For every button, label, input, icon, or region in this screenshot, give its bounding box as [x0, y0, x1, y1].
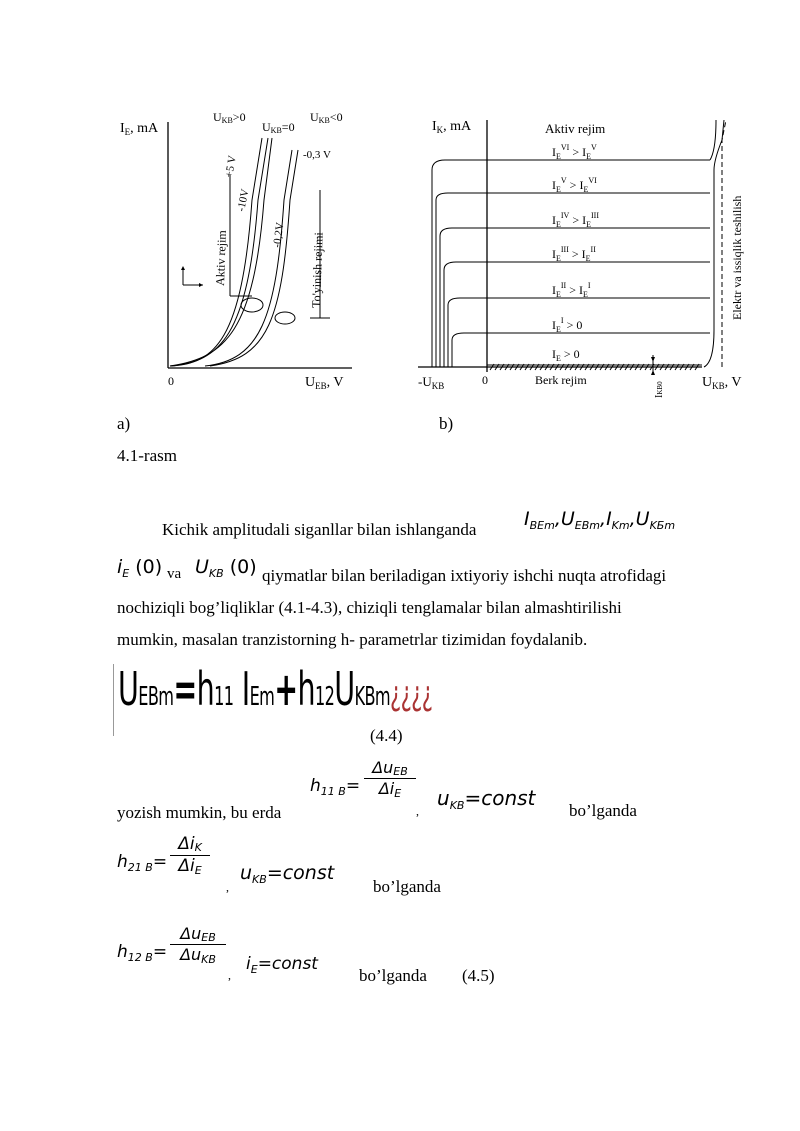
svg-text:IK, mA: $I_K$, mA	[432, 119, 472, 135]
svg-text:UKB>0: UKB>0	[213, 110, 246, 125]
svg-text:IKB0: IKB0	[654, 381, 665, 398]
svg-text:UKB, V: $U_{KB}$, V	[702, 375, 742, 391]
label-a: a)	[117, 414, 131, 433]
h21-condition: $u_{KB}=const$	[240, 862, 335, 886]
eq-border	[113, 664, 117, 736]
curve-label-5: $I_E^I > 0$	[552, 316, 583, 334]
curve-label-3: $I_E^{III} > I_E^{II}$	[552, 245, 596, 263]
h11-suffix: bo’lganda	[569, 801, 637, 820]
h11-symbol: $h_{11 B}=$	[310, 776, 361, 798]
h21-comma: ,	[226, 880, 229, 894]
h12-condition: $i_E=const$	[246, 954, 318, 976]
svg-text:UKB=0: UKB=0	[262, 120, 295, 135]
svg-text:0: 0	[168, 374, 174, 388]
para-line2: qiymatlar bilan beriladigan ixtiyoriy ishchi nuqta atrofidagi	[262, 566, 667, 585]
eq-4-5-number: (4.5)	[462, 966, 495, 985]
svg-text:Aktiv rejim: Aktiv rejim	[213, 229, 229, 287]
h11-fraction: ΔuEB ΔiE	[364, 758, 416, 798]
svg-text:Aktiv rejim: Aktiv rejim	[545, 121, 606, 136]
h11-prefix: yozish mumkin, bu erda	[117, 803, 282, 822]
svg-text:-0,3 V: -0,3 V	[303, 149, 331, 161]
curve-label-1: $I_E^V > I_E^{VI}$	[552, 176, 597, 194]
label-b: b)	[439, 414, 454, 433]
svg-text:-10V: -10V	[235, 188, 252, 213]
svg-text:UEB, V: $U_{EB}$, V	[305, 375, 344, 391]
h11-comma: ,	[416, 804, 419, 818]
svg-text:+5 V: +5 V	[223, 154, 239, 179]
param-list: $I_{BEm},U_{EBm},I_{Km},U_{KБm}$	[524, 508, 676, 532]
figure-caption: 4.1-rasm	[117, 446, 177, 465]
h21-symbol: $h_{21 B}=$	[117, 852, 168, 874]
curve-label-0: $I_E^{VI} > I_E^V$	[552, 143, 597, 161]
svg-text:0: 0	[482, 373, 488, 387]
svg-text:Berk rejim: Berk rejim	[535, 373, 587, 387]
va-text: va	[167, 566, 182, 582]
svg-text:To'yinish rejimi: To'yinish rejimi	[309, 232, 326, 309]
svg-text:Elektr va issiqlik teshilish: Elektr va issiqlik teshilish	[730, 195, 744, 320]
svg-text:-0,2V: -0,2V	[271, 221, 287, 249]
UKB0: $U_{KB}$ (0)	[195, 556, 257, 580]
curve-label-2: $I_E^{IV} > I_E^{III}$	[552, 211, 599, 229]
h12-fraction: ΔuEB ΔuKB	[170, 924, 226, 964]
h12-comma: ,	[228, 968, 231, 982]
figure-transistor-characteristics	[0, 0, 800, 410]
h11-condition: $u_{KB}=const$	[437, 786, 536, 812]
para-line4: mumkin, masalan tranzistorning h- parametrlar tizimidan foydalanib.	[117, 630, 588, 649]
curve-label-4: $I_E^{II} > I_E^I$	[552, 281, 591, 299]
svg-text:-UKB: $-U_{KB}$	[418, 374, 445, 391]
curve-label-6: $I_E > 0$	[552, 347, 580, 363]
iE0: $i_E$ (0)	[117, 556, 163, 580]
svg-text:IE, mA: $I_E$, mA	[120, 121, 159, 137]
para-line1: Kichik amplitudali siganllar bilan ishlanganda	[162, 520, 477, 539]
h21-suffix: bo’lganda	[373, 877, 441, 896]
eq-4-4: UEBm=h11 IEm+h12UKBm¿¿¿¿	[118, 662, 433, 716]
h21-fraction: ΔiK ΔiE	[170, 834, 210, 876]
para-line3: nochiziqli bog’liqliklar (4.1-4.3), chiziqli tenglamalar bilan almashtirilishi	[117, 598, 622, 617]
h12-symbol: $h_{12 B}=$	[117, 942, 168, 964]
svg-text:UKB<0: UKB<0	[310, 110, 343, 125]
eq-4-4-number: (4.4)	[370, 726, 403, 745]
h12-suffix: bo’lganda	[359, 966, 427, 985]
